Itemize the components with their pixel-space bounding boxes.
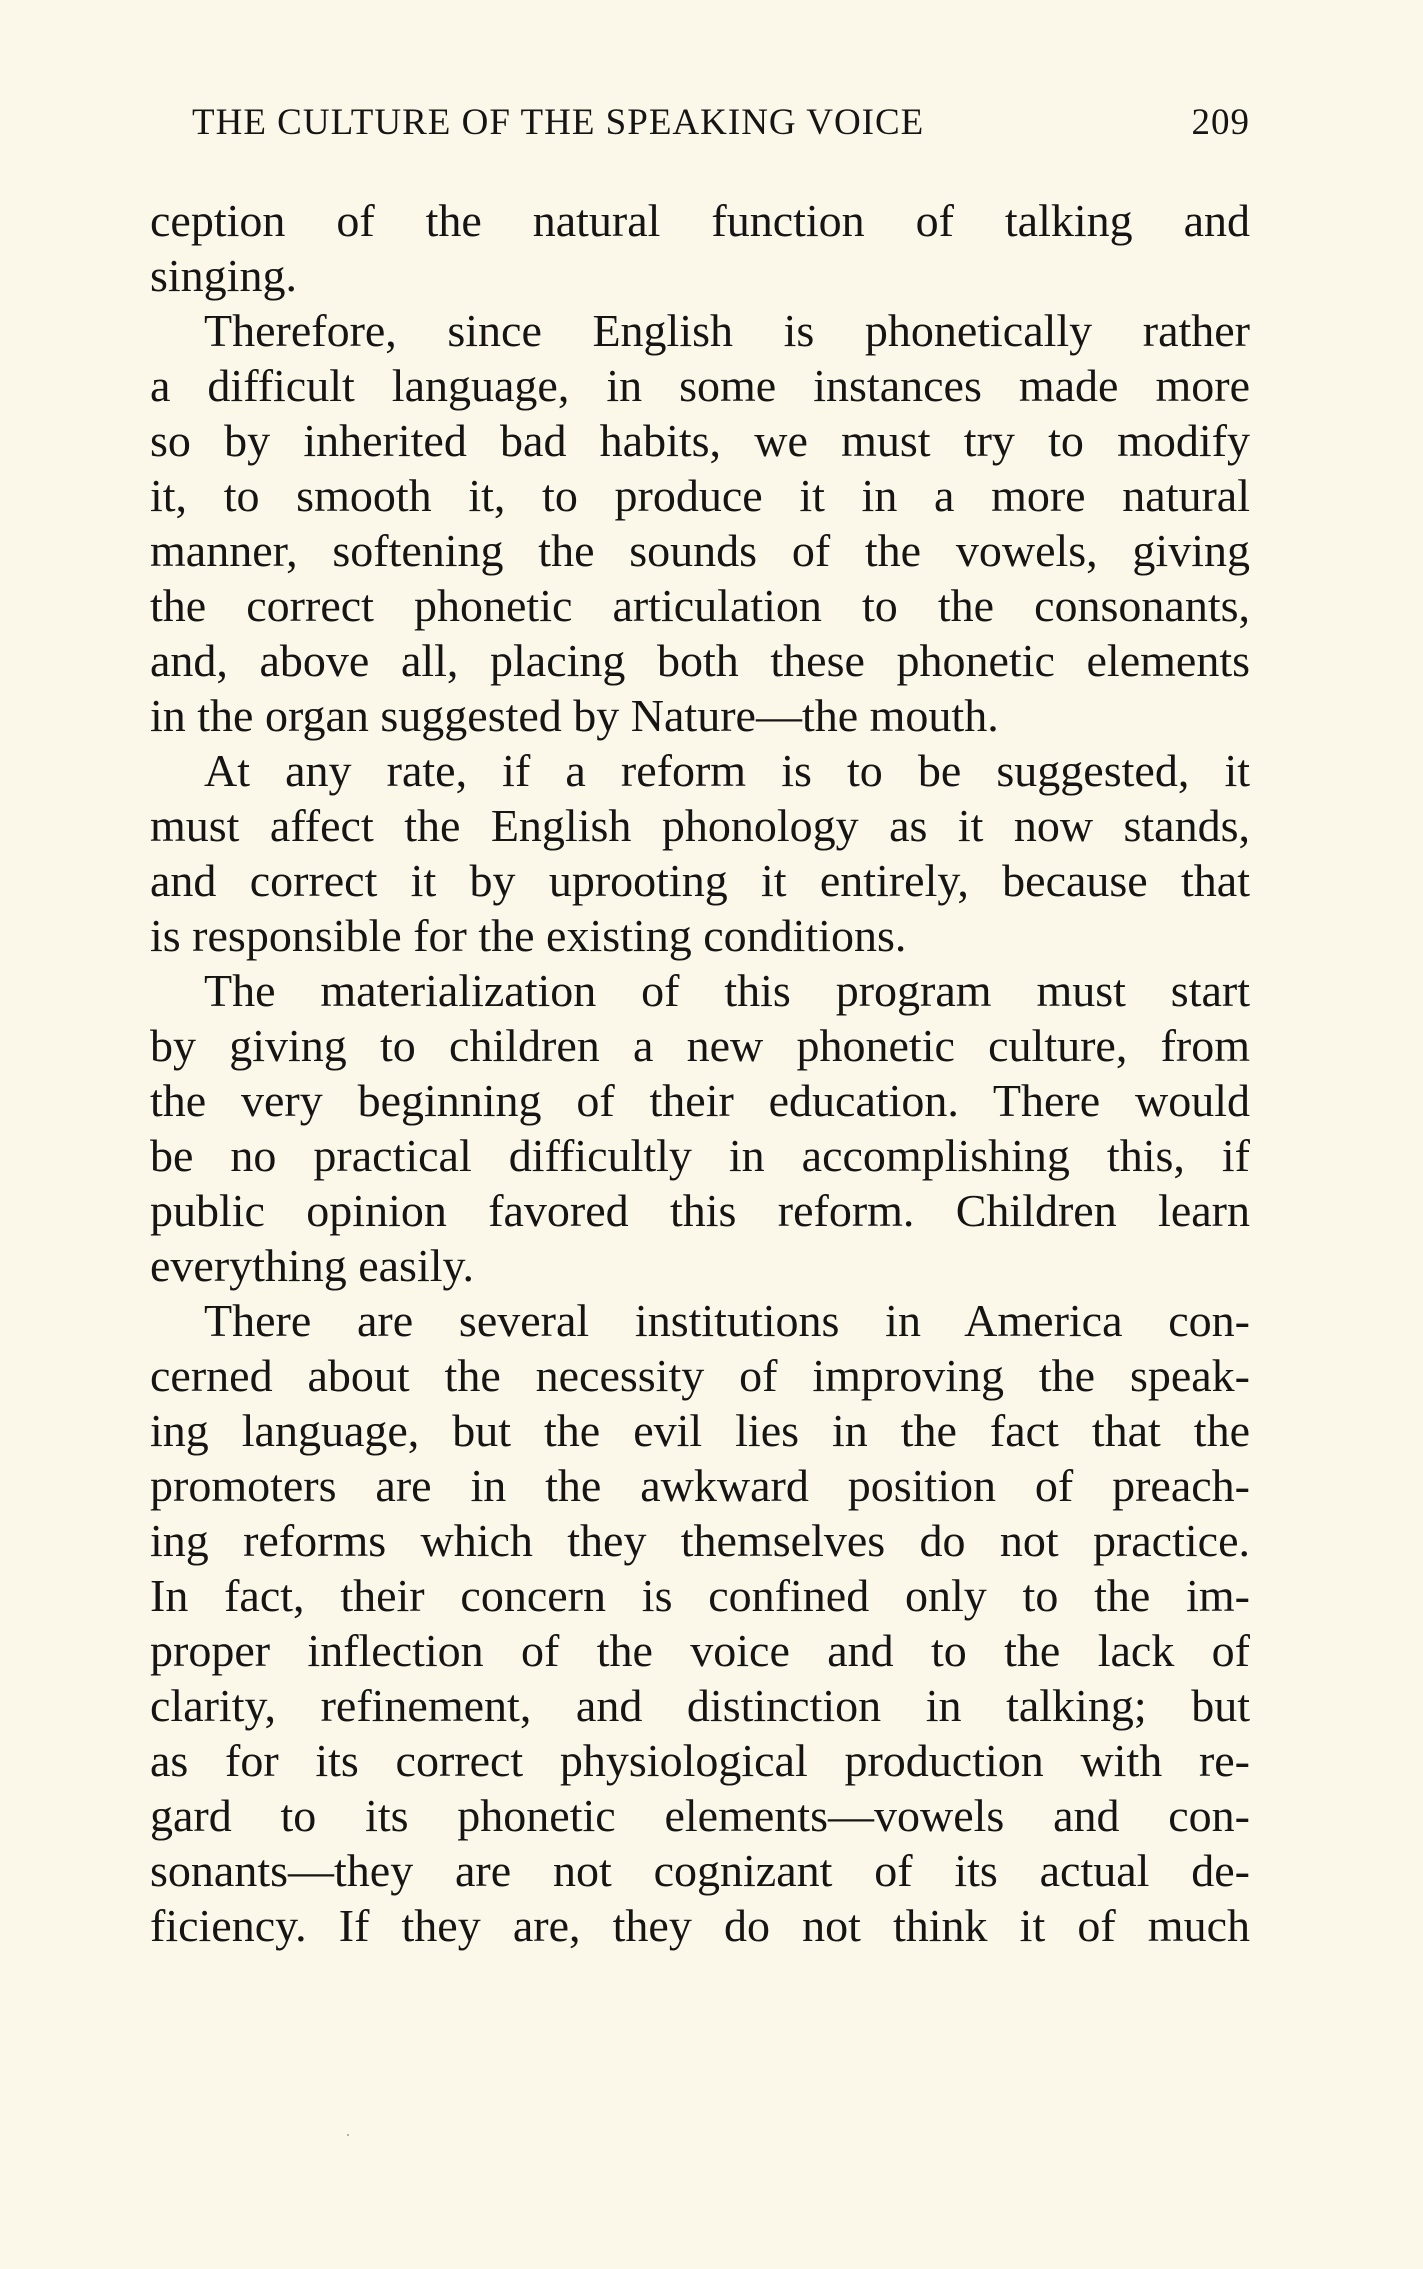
text-line: and, above all, placing both these phonetic elements	[150, 635, 1250, 686]
text-line: public opinion favored this reform. Children learn	[150, 1185, 1250, 1236]
text-line: proper inflection of the voice and to the lack of	[150, 1625, 1250, 1676]
text-line: by giving to children a new phonetic culture, from	[150, 1020, 1250, 1071]
text-line: be no practical difficultly in accomplishing this, if	[150, 1130, 1250, 1181]
text-line: Therefore, since English is phonetically rather	[204, 305, 1250, 356]
text-line: In fact, their concern is confined only to the im-	[150, 1570, 1250, 1621]
text-line: The materialization of this program must start	[204, 965, 1250, 1016]
text-line: cerned about the necessity of improving the speak-	[150, 1350, 1250, 1401]
text-line: clarity, refinement, and distinction in talking; but	[150, 1680, 1250, 1731]
page-speck	[347, 2134, 349, 2136]
text-line: it, to smooth it, to produce it in a more natural	[150, 470, 1250, 521]
text-line: a difficult language, in some instances made more	[150, 360, 1250, 411]
text-line: is responsible for the existing conditions.	[150, 910, 907, 961]
text-line: must affect the English phonology as it now stands,	[150, 800, 1250, 851]
text-line: ing language, but the evil lies in the fact that the	[150, 1405, 1250, 1456]
text-line: singing.	[150, 250, 297, 301]
text-line: the correct phonetic articulation to the consonants,	[150, 580, 1250, 631]
text-line: promoters are in the awkward position of preach-	[150, 1460, 1250, 1511]
text-line: ception of the natural function of talking and	[150, 195, 1250, 246]
text-line: and correct it by uprooting it entirely, because that	[150, 855, 1250, 906]
text-line: everything easily.	[150, 1240, 475, 1291]
text-line: At any rate, if a reform is to be suggested, it	[204, 745, 1250, 796]
text-line: in the organ suggested by Nature—the mouth.	[150, 690, 999, 741]
text-line: There are several institutions in America con-	[204, 1295, 1250, 1346]
text-line: so by inherited bad habits, we must try to modify	[150, 415, 1250, 466]
text-line: the very beginning of their education. There would	[150, 1075, 1250, 1126]
page-number: 209	[1191, 102, 1250, 143]
page-body-text	[150, 193, 1250, 1953]
running-title: THE CULTURE OF THE SPEAKING VOICE	[192, 102, 925, 143]
text-line: as for its correct physiological production with re-	[150, 1735, 1250, 1786]
text-line: ficiency. If they are, they do not think it of much	[150, 1900, 1250, 1951]
text-line: manner, softening the sounds of the vowels, giving	[150, 525, 1250, 576]
text-line: sonants—they are not cognizant of its actual de-	[150, 1845, 1250, 1896]
running-head	[150, 98, 1250, 148]
text-line: ing reforms which they themselves do not practice.	[150, 1515, 1250, 1566]
text-line: gard to its phonetic elements—vowels and con-	[150, 1790, 1250, 1841]
